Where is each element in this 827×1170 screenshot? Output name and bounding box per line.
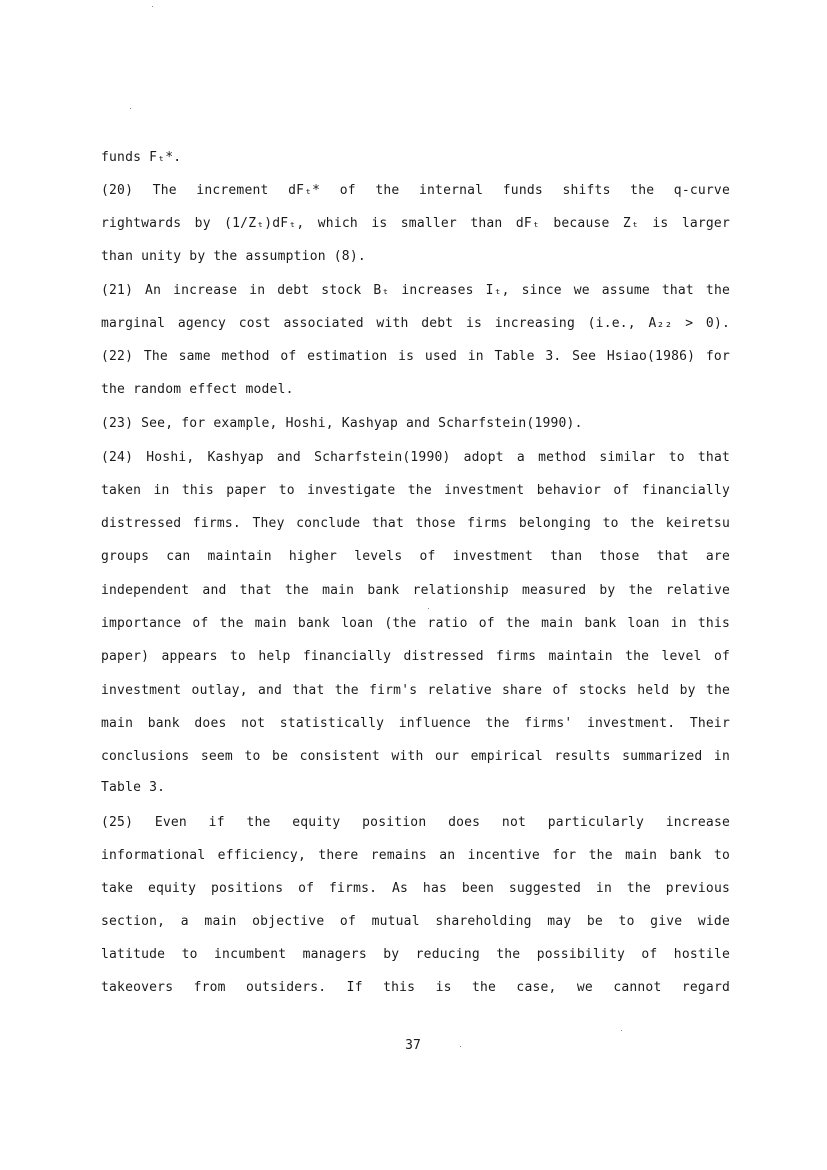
text-line: takeovers from outsiders. If this is the case, we cannot regard (101, 980, 730, 995)
footnote-21-line: (21) An increase in debt stock Bₜ increases Iₜ, since we assume that the (101, 283, 730, 298)
page-number: 37 (405, 1038, 421, 1053)
text-line: informational efficiency, there remains an incentive for the main bank to (101, 848, 730, 863)
text-line: paper) appears to help financially distressed firms maintain the level of (101, 649, 730, 664)
scan-speck (130, 108, 131, 109)
text-line: funds Fₜ*. (101, 150, 182, 165)
text-line: Table 3. (101, 780, 166, 795)
text-line: importance of the main bank loan (the ratio of the main bank loan in this (101, 616, 730, 631)
text-line: independent and that the main bank relationship measured by the relative (101, 583, 730, 598)
text-line: groups can maintain higher levels of investment than those that are (101, 549, 730, 564)
scan-speck (621, 1030, 622, 1031)
footnote-24-line: (24) Hoshi, Kashyap and Scharfstein(1990) adopt a method similar to that (101, 450, 730, 465)
scan-speck (152, 6, 153, 7)
text-line: rightwards by (1/Zₜ)dFₜ, which is smaller than dFₜ because Zₜ is larger (101, 216, 730, 231)
footnote-25-line: (25) Even if the equity position does not particularly increase (101, 815, 730, 830)
text-line: take equity positions of firms. As has been suggested in the previous (101, 881, 730, 896)
text-line: than unity by the assumption (8). (101, 249, 366, 264)
scan-speck (460, 1046, 461, 1047)
text-line: conclusions seem to be consistent with our empirical results summarized in (101, 749, 730, 764)
footnote-20-line: (20) The increment dFₜ* of the internal funds shifts the q-curve (101, 183, 730, 198)
footnote-22-line: (22) The same method of estimation is used in Table 3. See Hsiao(1986) for (101, 349, 730, 364)
text-line: section, a main objective of mutual shareholding may be to give wide (101, 914, 730, 929)
text-line: distressed firms. They conclude that those firms belonging to the keiretsu (101, 516, 730, 531)
footnote-23-line: (23) See, for example, Hoshi, Kashyap and Scharfstein(1990). (101, 416, 583, 431)
text-line: taken in this paper to investigate the investment behavior of financially (101, 483, 730, 498)
text-line: latitude to incumbent managers by reducing the possibility of hostile (101, 947, 730, 962)
text-line: investment outlay, and that the firm's relative share of stocks held by the (101, 683, 730, 698)
text-line: the random effect model. (101, 382, 294, 397)
scan-speck (428, 608, 429, 609)
text-line: marginal agency cost associated with debt is increasing (i.e., A₂₂ > 0). (101, 316, 730, 331)
text-line: main bank does not statistically influence the firms' investment. Their (101, 716, 730, 731)
